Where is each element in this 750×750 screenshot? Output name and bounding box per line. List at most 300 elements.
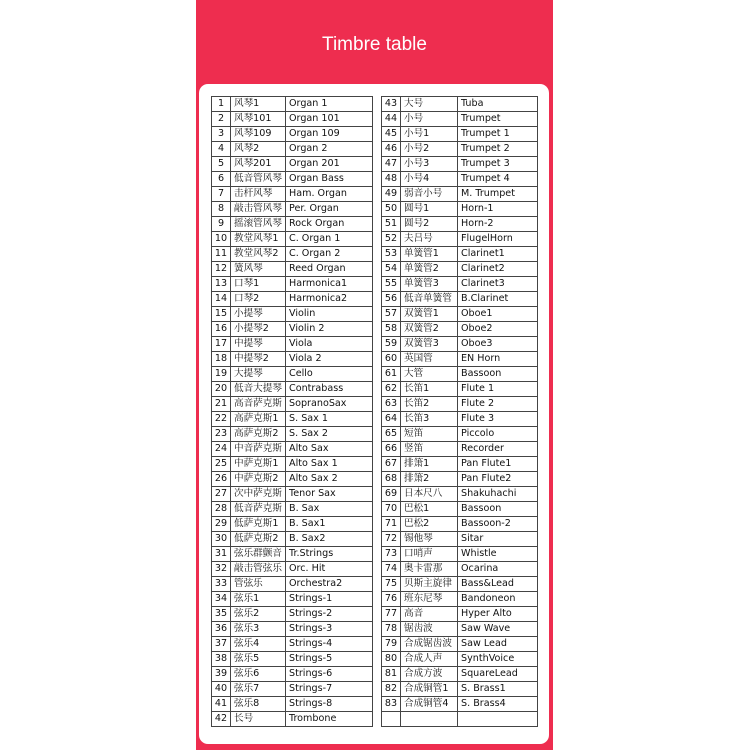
timbre-name-cn: 排箫1 <box>401 457 458 472</box>
timbre-name-cn: 奥卡雷那 <box>401 562 458 577</box>
timbre-name-cn <box>401 712 458 727</box>
timbre-number: 76 <box>382 592 401 607</box>
timbre-number: 83 <box>382 697 401 712</box>
timbre-name-cn: 风琴109 <box>231 127 286 142</box>
timbre-number: 42 <box>212 712 231 727</box>
timbre-number: 45 <box>382 127 401 142</box>
timbre-name-cn: 大管 <box>401 367 458 382</box>
timbre-name-en: Trombone <box>286 712 373 727</box>
table-row <box>382 547 538 562</box>
table-row <box>212 97 373 112</box>
table-row <box>382 217 538 232</box>
timbre-name-cn: 高萨克斯1 <box>231 412 286 427</box>
timbre-number: 33 <box>212 577 231 592</box>
timbre-number: 70 <box>382 502 401 517</box>
timbre-name-en: Clarinet3 <box>458 277 538 292</box>
timbre-name-en: Alto Sax <box>286 442 373 457</box>
table-row <box>212 292 373 307</box>
table-row <box>382 412 538 427</box>
timbre-name-cn: 小提琴2 <box>231 322 286 337</box>
timbre-name-en: Flute 3 <box>458 412 538 427</box>
timbre-name-cn: 贝斯主旋律 <box>401 577 458 592</box>
timbre-number: 55 <box>382 277 401 292</box>
timbre-name-en: Violin <box>286 307 373 322</box>
timbre-number: 75 <box>382 577 401 592</box>
timbre-name-en: Piccolo <box>458 427 538 442</box>
table-row <box>212 652 373 667</box>
timbre-number: 28 <box>212 502 231 517</box>
table-row <box>212 427 373 442</box>
table-row <box>382 592 538 607</box>
timbre-name-cn: 低音管风琴 <box>231 172 286 187</box>
timbre-number: 60 <box>382 352 401 367</box>
table-row <box>382 382 538 397</box>
timbre-name-cn: 合成铜管1 <box>401 682 458 697</box>
table-row <box>212 622 373 637</box>
timbre-number: 30 <box>212 532 231 547</box>
timbre-name-cn: 击杆风琴 <box>231 187 286 202</box>
timbre-name-en: Clarinet2 <box>458 262 538 277</box>
timbre-name-en: Trumpet 4 <box>458 172 538 187</box>
table-row <box>382 322 538 337</box>
timbre-name-cn: 弱音小号 <box>401 187 458 202</box>
table-row <box>382 277 538 292</box>
table-row <box>382 172 538 187</box>
timbre-name-en: Orchestra2 <box>286 577 373 592</box>
timbre-name-en: SynthVoice <box>458 652 538 667</box>
timbre-number: 46 <box>382 142 401 157</box>
timbre-number: 54 <box>382 262 401 277</box>
timbre-number: 79 <box>382 637 401 652</box>
timbre-number: 43 <box>382 97 401 112</box>
table-row <box>212 352 373 367</box>
timbre-name-cn: 中提琴2 <box>231 352 286 367</box>
timbre-name-cn: 合成锯齿波 <box>401 637 458 652</box>
timbre-name-en: Sitar <box>458 532 538 547</box>
table-row <box>212 142 373 157</box>
timbre-name-en: Strings-5 <box>286 652 373 667</box>
timbre-name-cn: 弦乐6 <box>231 667 286 682</box>
timbre-number: 72 <box>382 532 401 547</box>
timbre-name-cn: 日本尺八 <box>401 487 458 502</box>
table-row <box>382 427 538 442</box>
timbre-number: 58 <box>382 322 401 337</box>
timbre-table-left <box>211 96 373 727</box>
timbre-name-en: B. Sax <box>286 502 373 517</box>
timbre-name-cn: 弦乐4 <box>231 637 286 652</box>
timbre-name-en: FlugelHorn <box>458 232 538 247</box>
timbre-number: 51 <box>382 217 401 232</box>
table-row <box>212 232 373 247</box>
table-row <box>382 682 538 697</box>
timbre-number: 4 <box>212 142 231 157</box>
timbre-name-en: EN Horn <box>458 352 538 367</box>
timbre-number: 53 <box>382 247 401 262</box>
table-row <box>212 697 373 712</box>
timbre-name-en: Violin 2 <box>286 322 373 337</box>
timbre-name-cn: 中提琴 <box>231 337 286 352</box>
timbre-name-cn: 锡他琴 <box>401 532 458 547</box>
timbre-name-cn: 双簧管3 <box>401 337 458 352</box>
timbre-name-en: Tenor Sax <box>286 487 373 502</box>
timbre-number: 37 <box>212 637 231 652</box>
table-row <box>382 367 538 382</box>
timbre-name-en: Hyper Alto <box>458 607 538 622</box>
timbre-name-en: Ham. Organ <box>286 187 373 202</box>
timbre-name-cn: 小提琴 <box>231 307 286 322</box>
timbre-number: 73 <box>382 547 401 562</box>
table-row <box>212 412 373 427</box>
timbre-name-cn: 班东尼琴 <box>401 592 458 607</box>
timbre-name-cn: 短笛 <box>401 427 458 442</box>
table-row <box>212 277 373 292</box>
timbre-number: 32 <box>212 562 231 577</box>
timbre-number: 63 <box>382 397 401 412</box>
timbre-name-en: Saw Lead <box>458 637 538 652</box>
timbre-name-cn: 低萨克斯1 <box>231 517 286 532</box>
timbre-number: 24 <box>212 442 231 457</box>
table-row <box>382 472 538 487</box>
timbre-name-en: Oboe2 <box>458 322 538 337</box>
timbre-number: 29 <box>212 517 231 532</box>
timbre-name-en: Alto Sax 2 <box>286 472 373 487</box>
timbre-name-en: Pan Flute2 <box>458 472 538 487</box>
timbre-name-en: Viola <box>286 337 373 352</box>
timbre-number: 40 <box>212 682 231 697</box>
timbre-name-cn: 长笛2 <box>401 397 458 412</box>
table-row <box>382 622 538 637</box>
timbre-name-en: Bass&Lead <box>458 577 538 592</box>
table-row <box>382 697 538 712</box>
timbre-name-cn: 弦乐3 <box>231 622 286 637</box>
timbre-name-cn: 次中萨克斯 <box>231 487 286 502</box>
timbre-name-cn: 圆号1 <box>401 202 458 217</box>
timbre-number: 25 <box>212 457 231 472</box>
timbre-name-cn: 锯齿波 <box>401 622 458 637</box>
table-row <box>382 532 538 547</box>
table-row <box>382 157 538 172</box>
timbre-name-cn: 巴松2 <box>401 517 458 532</box>
timbre-name-en: Bassoon <box>458 367 538 382</box>
table-row <box>382 307 538 322</box>
timbre-name-cn: 低萨克斯2 <box>231 532 286 547</box>
timbre-name-en: Recorder <box>458 442 538 457</box>
timbre-name-en: Viola 2 <box>286 352 373 367</box>
table-row <box>382 667 538 682</box>
table-row <box>212 547 373 562</box>
timbre-name-cn: 弦乐8 <box>231 697 286 712</box>
timbre-number: 56 <box>382 292 401 307</box>
timbre-number: 13 <box>212 277 231 292</box>
timbre-name-cn: 小号3 <box>401 157 458 172</box>
table-row <box>382 202 538 217</box>
table-row <box>212 487 373 502</box>
table-row <box>382 457 538 472</box>
timbre-name-cn: 敲击管弦乐 <box>231 562 286 577</box>
timbre-name-cn: 弦乐2 <box>231 607 286 622</box>
timbre-name-en: SquareLead <box>458 667 538 682</box>
timbre-name-cn: 合成铜管4 <box>401 697 458 712</box>
timbre-name-en: Harmonica2 <box>286 292 373 307</box>
table-row <box>212 607 373 622</box>
timbre-name-en: Trumpet <box>458 112 538 127</box>
timbre-name-cn: 教堂风琴2 <box>231 247 286 262</box>
timbre-name-en: Trumpet 2 <box>458 142 538 157</box>
table-row <box>382 127 538 142</box>
table-row <box>212 187 373 202</box>
table-row <box>382 607 538 622</box>
table-row <box>382 487 538 502</box>
timbre-name-cn: 低音单簧管 <box>401 292 458 307</box>
timbre-name-en: Horn-1 <box>458 202 538 217</box>
timbre-name-en: Reed Organ <box>286 262 373 277</box>
table-row <box>382 637 538 652</box>
timbre-number: 36 <box>212 622 231 637</box>
timbre-number: 7 <box>212 187 231 202</box>
table-row <box>382 652 538 667</box>
timbre-number: 48 <box>382 172 401 187</box>
timbre-name-cn: 高音萨克斯 <box>231 397 286 412</box>
timbre-name-en: Bassoon <box>458 502 538 517</box>
timbre-name-cn: 口哨声 <box>401 547 458 562</box>
timbre-number: 59 <box>382 337 401 352</box>
timbre-name-en: B. Sax2 <box>286 532 373 547</box>
table-row <box>212 712 373 727</box>
table-row <box>212 217 373 232</box>
timbre-name-cn: 敲击管风琴 <box>231 202 286 217</box>
timbre-number: 3 <box>212 127 231 142</box>
timbre-number: 21 <box>212 397 231 412</box>
timbre-name-en: S. Brass1 <box>458 682 538 697</box>
timbre-name-en: Rock Organ <box>286 217 373 232</box>
timbre-number: 68 <box>382 472 401 487</box>
table-row <box>382 397 538 412</box>
table-row <box>382 352 538 367</box>
timbre-number: 10 <box>212 232 231 247</box>
table-row <box>382 262 538 277</box>
timbre-name-cn: 小号4 <box>401 172 458 187</box>
timbre-name-en: Strings-4 <box>286 637 373 652</box>
timbre-name-cn: 单簧管1 <box>401 247 458 262</box>
timbre-number: 9 <box>212 217 231 232</box>
timbre-name-cn: 小号1 <box>401 127 458 142</box>
timbre-name-cn: 弦乐7 <box>231 682 286 697</box>
timbre-number: 52 <box>382 232 401 247</box>
timbre-name-en: M. Trumpet <box>458 187 538 202</box>
timbre-name-cn: 低音萨克斯 <box>231 502 286 517</box>
timbre-name-cn: 单簧管2 <box>401 262 458 277</box>
timbre-name-en: Horn-2 <box>458 217 538 232</box>
timbre-name-cn: 摇滚管风琴 <box>231 217 286 232</box>
timbre-name-cn: 弦乐群颤音 <box>231 547 286 562</box>
timbre-name-cn: 低音大提琴 <box>231 382 286 397</box>
timbre-name-en: Alto Sax 1 <box>286 457 373 472</box>
timbre-name-en: Organ Bass <box>286 172 373 187</box>
table-row <box>212 247 373 262</box>
timbre-name-cn: 风琴201 <box>231 157 286 172</box>
timbre-name-cn: 中音萨克斯 <box>231 442 286 457</box>
timbre-number: 38 <box>212 652 231 667</box>
timbre-name-cn: 大号 <box>401 97 458 112</box>
timbre-number: 26 <box>212 472 231 487</box>
timbre-name-cn: 合成人声 <box>401 652 458 667</box>
timbre-name-cn: 小号2 <box>401 142 458 157</box>
timbre-number: 74 <box>382 562 401 577</box>
table-row <box>212 517 373 532</box>
timbre-name-en: Per. Organ <box>286 202 373 217</box>
timbre-number: 69 <box>382 487 401 502</box>
timbre-number: 77 <box>382 607 401 622</box>
timbre-number: 22 <box>212 412 231 427</box>
timbre-number: 71 <box>382 517 401 532</box>
table-row <box>212 112 373 127</box>
table-row <box>212 472 373 487</box>
table-row <box>212 172 373 187</box>
timbre-name-cn: 弦乐1 <box>231 592 286 607</box>
timbre-number: 49 <box>382 187 401 202</box>
timbre-number: 80 <box>382 652 401 667</box>
timbre-name-en: Tr.Strings <box>286 547 373 562</box>
timbre-name-en: S. Sax 2 <box>286 427 373 442</box>
timbre-name-cn: 双簧管2 <box>401 322 458 337</box>
timbre-number: 66 <box>382 442 401 457</box>
timbre-number: 20 <box>212 382 231 397</box>
timbre-name-en: S. Sax 1 <box>286 412 373 427</box>
timbre-number: 15 <box>212 307 231 322</box>
timbre-number: 81 <box>382 667 401 682</box>
table-row <box>212 457 373 472</box>
table-row <box>382 97 538 112</box>
timbre-name-cn: 夫吕号 <box>401 232 458 247</box>
timbre-number: 44 <box>382 112 401 127</box>
timbre-name-en: Trumpet 1 <box>458 127 538 142</box>
timbre-name-cn: 风琴1 <box>231 97 286 112</box>
table-row <box>382 712 538 727</box>
timbre-name-en: Saw Wave <box>458 622 538 637</box>
timbre-name-cn: 簧风琴 <box>231 262 286 277</box>
timbre-name-cn: 英国管 <box>401 352 458 367</box>
table-row <box>212 262 373 277</box>
timbre-name-en: Strings-2 <box>286 607 373 622</box>
table-row <box>382 112 538 127</box>
timbre-number: 78 <box>382 622 401 637</box>
timbre-name-en: Bandoneon <box>458 592 538 607</box>
table-row <box>212 382 373 397</box>
timbre-name-cn: 长笛1 <box>401 382 458 397</box>
timbre-name-cn: 巴松1 <box>401 502 458 517</box>
timbre-number: 31 <box>212 547 231 562</box>
timbre-name-en: Organ 109 <box>286 127 373 142</box>
page-title: Timbre table <box>322 34 427 55</box>
timbre-name-en: Cello <box>286 367 373 382</box>
table-row <box>382 142 538 157</box>
timbre-name-en: Strings-1 <box>286 592 373 607</box>
timbre-name-cn: 口琴2 <box>231 292 286 307</box>
timbre-name-en: Tuba <box>458 97 538 112</box>
table-row <box>212 637 373 652</box>
table-row <box>382 292 538 307</box>
timbre-name-cn: 单簧管3 <box>401 277 458 292</box>
timbre-table-right <box>381 96 538 727</box>
timbre-name-en: Organ 201 <box>286 157 373 172</box>
timbre-name-cn: 排箫2 <box>401 472 458 487</box>
table-row <box>382 247 538 262</box>
table-row <box>212 307 373 322</box>
timbre-name-en: Clarinet1 <box>458 247 538 262</box>
timbre-number: 27 <box>212 487 231 502</box>
timbre-number: 18 <box>212 352 231 367</box>
table-row <box>212 127 373 142</box>
table-row <box>212 562 373 577</box>
table-row <box>382 517 538 532</box>
table-row <box>212 367 373 382</box>
timbre-name-en: C. Organ 1 <box>286 232 373 247</box>
timbre-name-en: Bassoon-2 <box>458 517 538 532</box>
timbre-number: 11 <box>212 247 231 262</box>
timbre-number: 8 <box>212 202 231 217</box>
timbre-name-en: Orc. Hit <box>286 562 373 577</box>
timbre-name-cn: 长号 <box>231 712 286 727</box>
table-row <box>212 532 373 547</box>
timbre-name-cn: 风琴101 <box>231 112 286 127</box>
timbre-number <box>382 712 401 727</box>
timbre-number: 5 <box>212 157 231 172</box>
timbre-number: 39 <box>212 667 231 682</box>
table-row <box>212 667 373 682</box>
timbre-name-en: Organ 101 <box>286 112 373 127</box>
table-row <box>212 322 373 337</box>
table-row <box>382 187 538 202</box>
table-row <box>212 157 373 172</box>
table-row <box>212 202 373 217</box>
timbre-name-en <box>458 712 538 727</box>
timbre-name-cn: 口琴1 <box>231 277 286 292</box>
timbre-name-en: Contrabass <box>286 382 373 397</box>
timbre-name-en: S. Brass4 <box>458 697 538 712</box>
timbre-name-en: Shakuhachi <box>458 487 538 502</box>
timbre-name-en: Strings-7 <box>286 682 373 697</box>
table-row <box>382 502 538 517</box>
timbre-number: 57 <box>382 307 401 322</box>
timbre-name-cn: 风琴2 <box>231 142 286 157</box>
timbre-name-cn: 圆号2 <box>401 217 458 232</box>
timbre-name-cn: 长笛3 <box>401 412 458 427</box>
timbre-number: 34 <box>212 592 231 607</box>
timbre-name-en: Flute 2 <box>458 397 538 412</box>
timbre-name-cn: 弦乐5 <box>231 652 286 667</box>
timbre-name-en: Strings-8 <box>286 697 373 712</box>
timbre-name-en: Whistle <box>458 547 538 562</box>
timbre-number: 35 <box>212 607 231 622</box>
timbre-name-cn: 高萨克斯2 <box>231 427 286 442</box>
timbre-name-en: B.Clarinet <box>458 292 538 307</box>
timbre-number: 6 <box>212 172 231 187</box>
timbre-name-cn: 高音 <box>401 607 458 622</box>
timbre-name-en: Ocarina <box>458 562 538 577</box>
table-row <box>382 577 538 592</box>
timbre-name-cn: 大提琴 <box>231 367 286 382</box>
table-row <box>382 337 538 352</box>
table-row <box>212 442 373 457</box>
timbre-number: 23 <box>212 427 231 442</box>
timbre-name-en: Oboe1 <box>458 307 538 322</box>
timbre-number: 2 <box>212 112 231 127</box>
table-row <box>382 562 538 577</box>
timbre-number: 67 <box>382 457 401 472</box>
timbre-number: 41 <box>212 697 231 712</box>
timbre-name-en: Harmonica1 <box>286 277 373 292</box>
table-row <box>212 337 373 352</box>
